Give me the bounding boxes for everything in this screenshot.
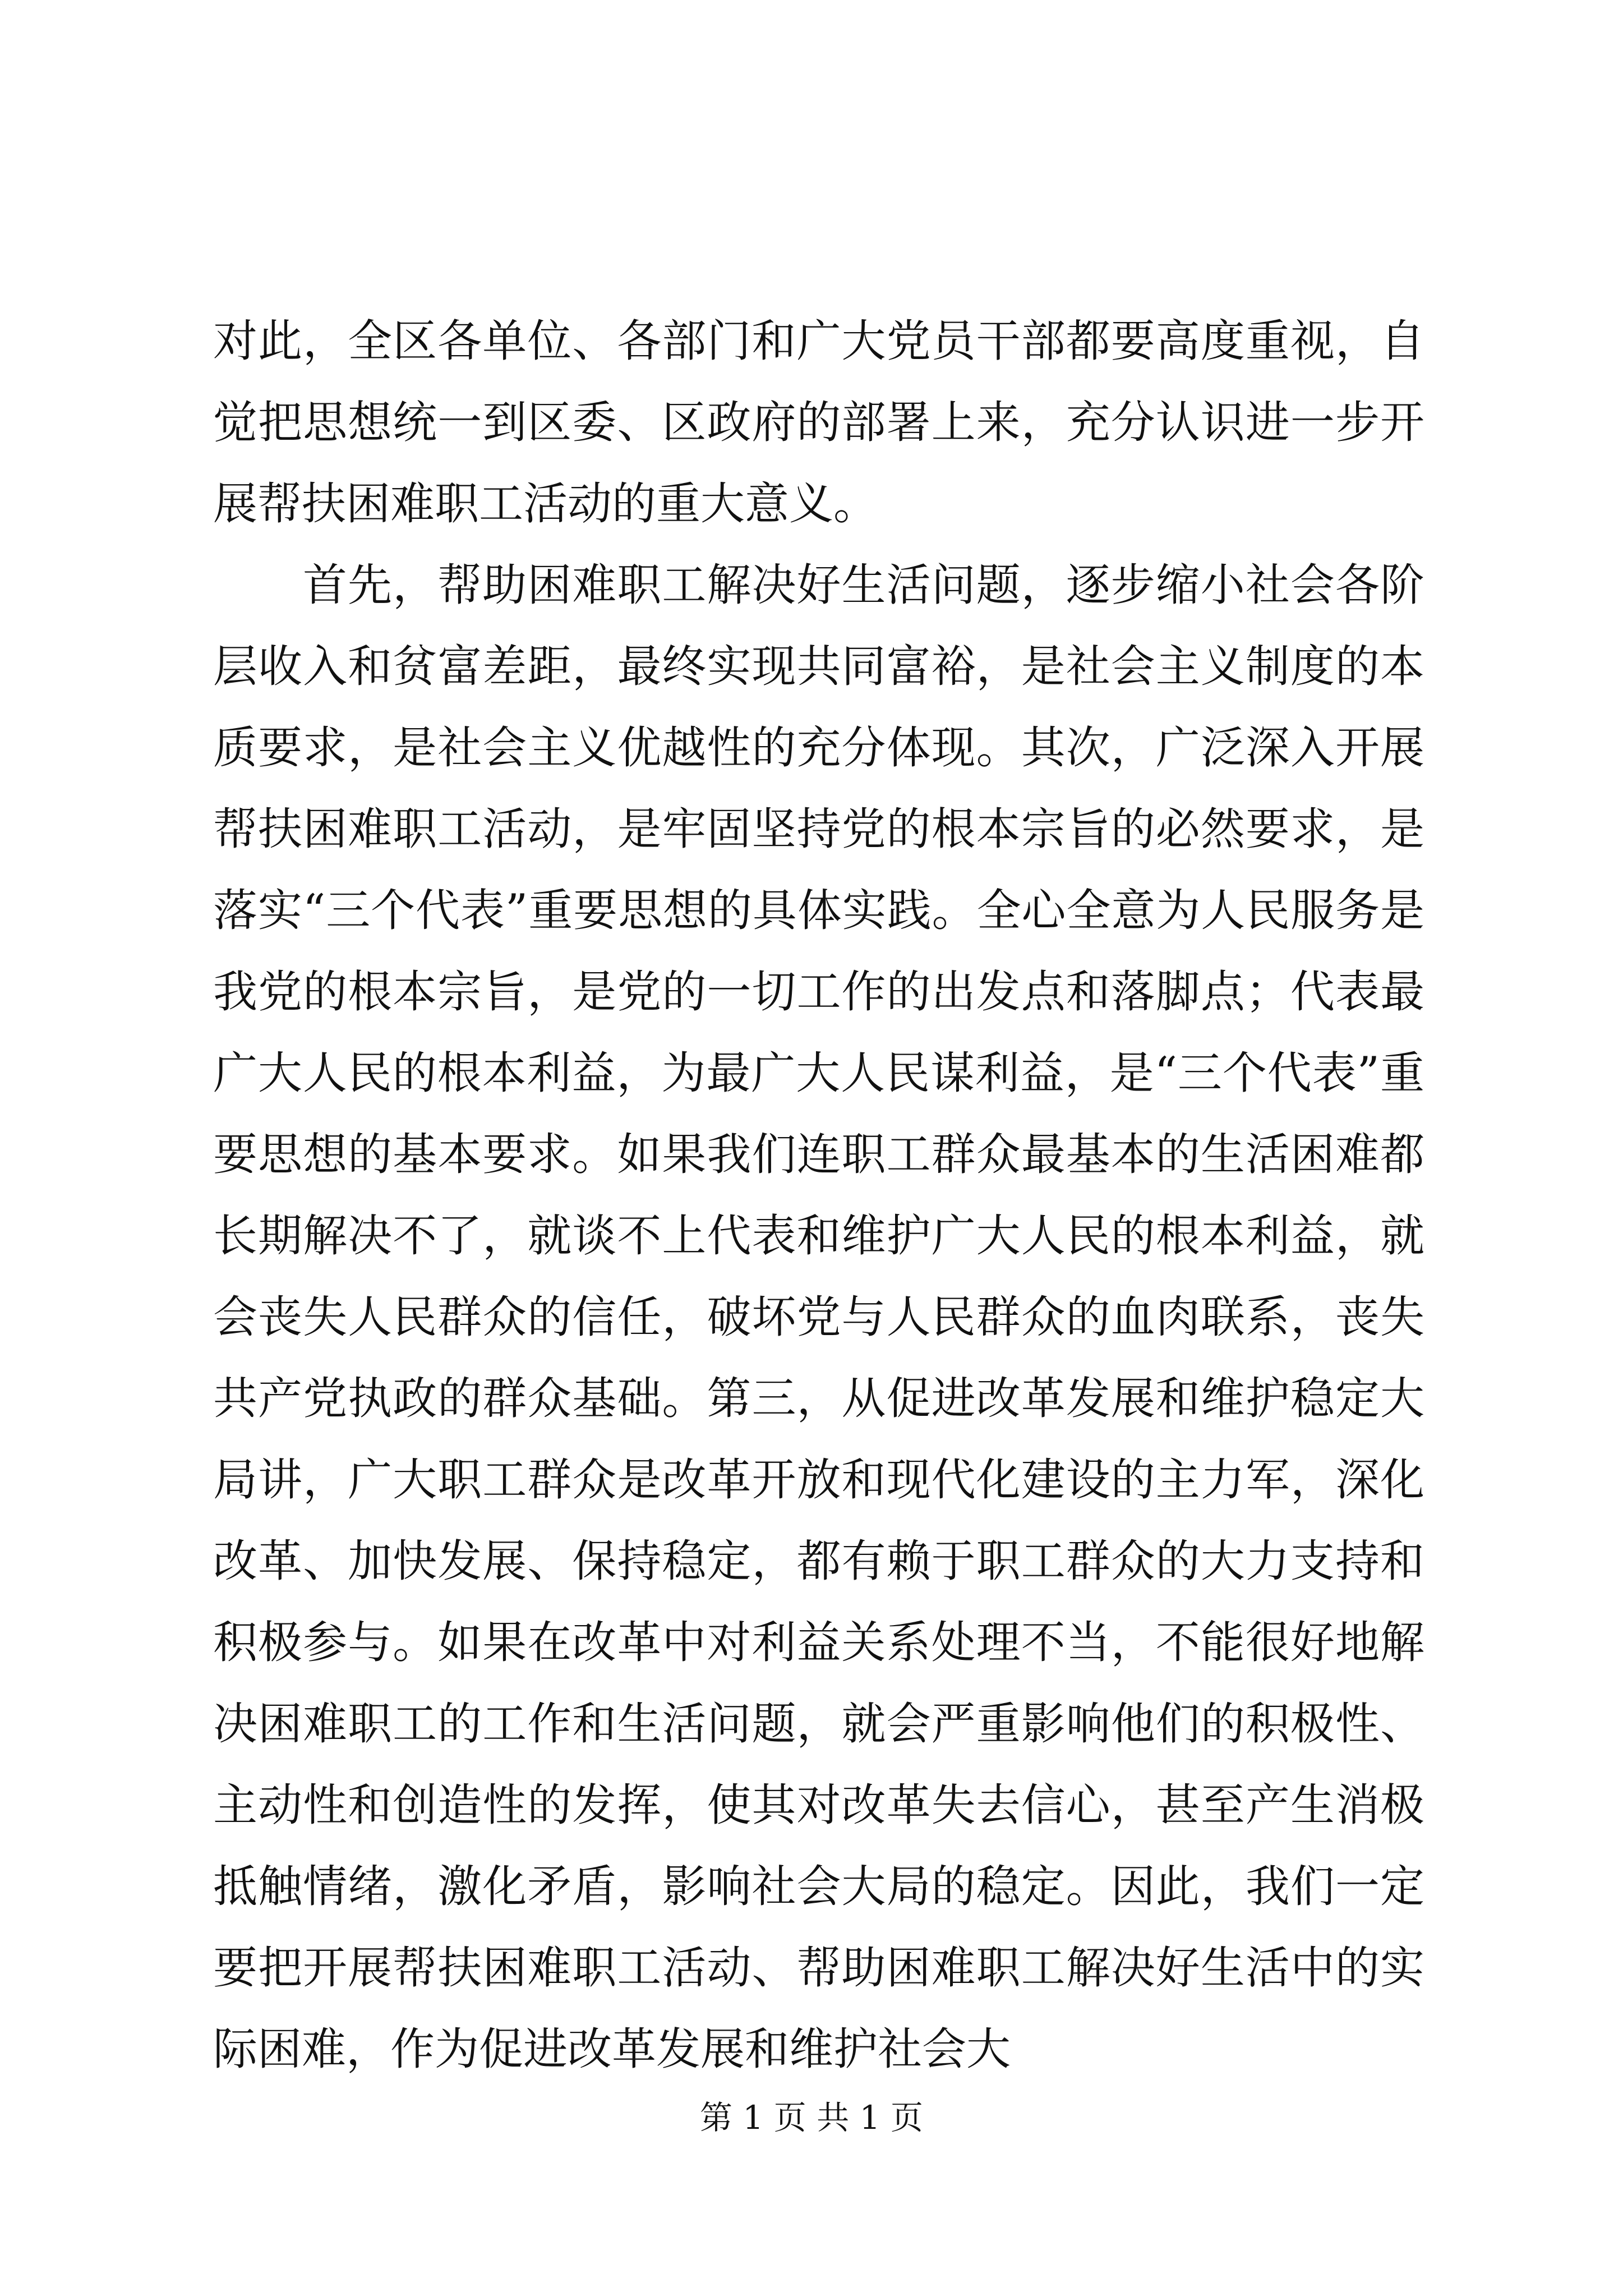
- paragraph-2: 首先，帮助困难职工解决好生活问题，逐步缩小社会各阶层收入和贫富差距，最终实现共同富裕，是社会主义制度的本质要求，是社会主义优越性的充分体现。其次，广泛深入开展帮扶困难职工活动，是牢固坚持党的根本宗旨的必然要求，是落实“三个代表”重要思想的具体实践。全心全意为人民服务是我党的根本宗旨，是党的一切工作的出发点和落脚点；代表最广大人民的根本利益，为最广大人民谋利益，是“三个代表”重要思想的基本要求。如果我们连职工群众最基本的生活困难都长期解决不了，就谈不上代表和维护广大人民的根本利益，就会丧失人民群众的信任，破坏党与人民群众的血肉联系，丧失共产党执政的群众基础。第三，从促进改革发展和维护稳定大局讲，广大职工群众是改革开放和现代化建设的主力军，深化改革、加快发展、保持稳定，都有赖于职工群众的大力支持和积极参与。如果在改革中对利益关系处理不当，不能很好地解决困难职工的工作和生活问题，就会严重影响他们的积极性、主动性和创造性的发挥，使其对改革失去信心，甚至产生消极抵触情绪，激化矛盾，影响社会大局的稳定。因此，我们一定要把开展帮扶困难职工活动、帮助困难职工解决好生活中的实际困难，作为促进改革发展和维护社会大: [213, 559, 1424, 2075]
- page-footer: 第 1 页 共 1 页: [700, 2099, 923, 2137]
- body-text: [213, 301, 1424, 2090]
- paragraph-1: 对此，全区各单位、各部门和广大党员干部都要高度重视，自觉把思想统一到区委、区政府的部署上来，充分认识进一步开展帮扶困难职工活动的重大意义。: [213, 315, 1424, 530]
